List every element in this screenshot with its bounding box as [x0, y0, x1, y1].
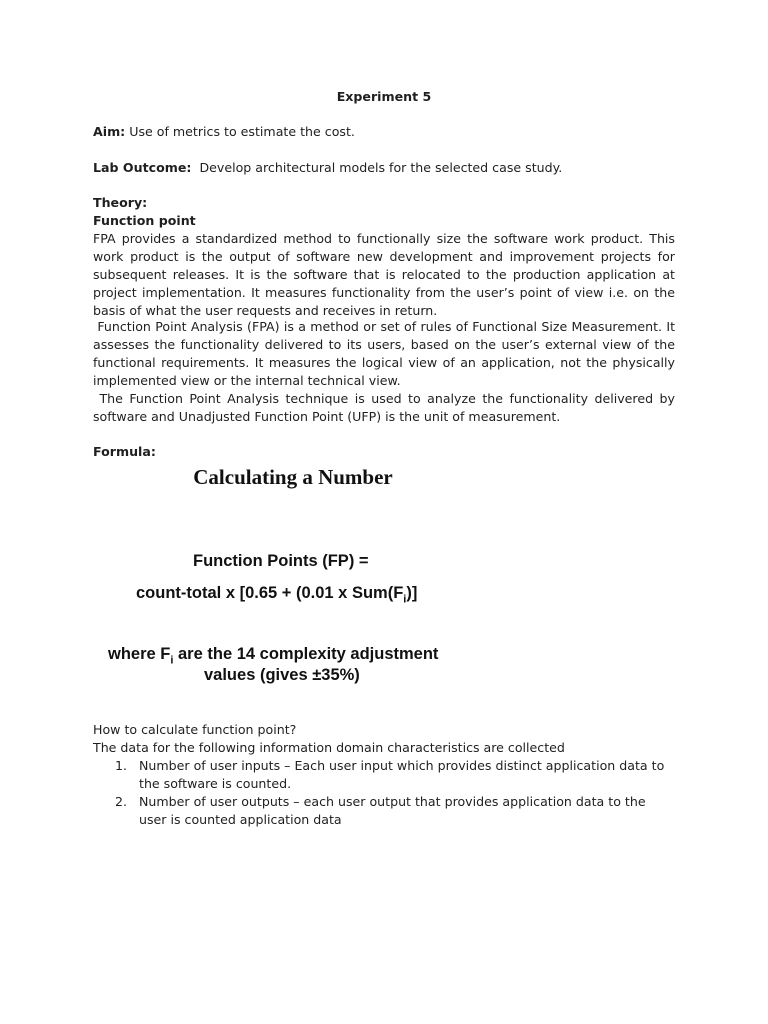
how-to-question: How to calculate function point?	[93, 722, 297, 737]
list-item-text: Number of user outputs – each user output that provides application data to the user is counted application data	[139, 794, 646, 827]
formula-line-2-main: count-total x [0.65 + (0.01 x Sum(F	[136, 584, 404, 602]
aim-text: Use of metrics to estimate the cost.	[125, 124, 355, 139]
aim-line	[93, 123, 675, 141]
formula-image	[93, 460, 463, 696]
formula-line-2	[136, 584, 417, 608]
formula-line-3-main: where F	[108, 645, 171, 663]
formula-line-2-end: )]	[406, 584, 418, 602]
list-item-number: 1.	[115, 758, 128, 773]
list-item-text: Number of user inputs – Each user input which provides distinct application data to the software is counted.	[139, 758, 665, 791]
theory-paragraph-2: Function Point Analysis (FPA) is a method or set of rules of Functional Size Measurement. It assesses the functionality delivered to its users, based on the user’s external view of the functional requirements. It measures the logical view of an application, not the physically implemented view or the internal technical view.	[93, 319, 680, 388]
formula-label: Formula:	[93, 444, 156, 459]
formula-label-line	[93, 443, 675, 461]
theory-paragraph-1: FPA provides a standardized method to functionally size the software work product. This work product is the output of software new development and improvement projects for subsequent releases. It is the software that is relocated to the production application at project implementation. It measures functionality from the user’s point of view i.e. on the basis of what the user requests and receives in return.	[93, 231, 675, 318]
formula-line-1: Function Points (FP) =	[193, 552, 369, 570]
list-item	[93, 793, 675, 829]
theory-heading-text: Theory:	[93, 195, 148, 210]
theory-paragraph-3: The Function Point Analysis technique is used to analyze the functionality delivered by software and Unadjusted Function Point (UFP) is the unit of measurement.	[93, 391, 679, 424]
lab-outcome-line	[93, 159, 675, 177]
lab-outcome-text: Develop architectural models for the selected case study.	[191, 160, 563, 175]
formula-line-2-sub: i	[403, 593, 407, 606]
list-item-number: 2.	[115, 794, 128, 809]
page-title: Experiment 5	[336, 89, 432, 104]
formula-image-title: Calculating a Number	[193, 465, 393, 489]
formula-line-3-sub: i	[170, 654, 174, 667]
how-to-intro: The data for the following information domain characteristics are collected	[93, 740, 565, 755]
list-item	[93, 757, 675, 793]
formula-line-4: values (gives ±35%)	[204, 666, 360, 684]
formula-line-3-end: are the 14 complexity adjustment	[173, 645, 439, 663]
lab-outcome-label: Lab Outcome:	[93, 160, 192, 175]
function-point-subheading	[93, 212, 675, 230]
theory-heading	[93, 194, 675, 212]
aim-label: Aim:	[93, 124, 126, 139]
characteristics-list	[93, 757, 675, 829]
function-point-subheading-text: Function point	[93, 213, 196, 228]
